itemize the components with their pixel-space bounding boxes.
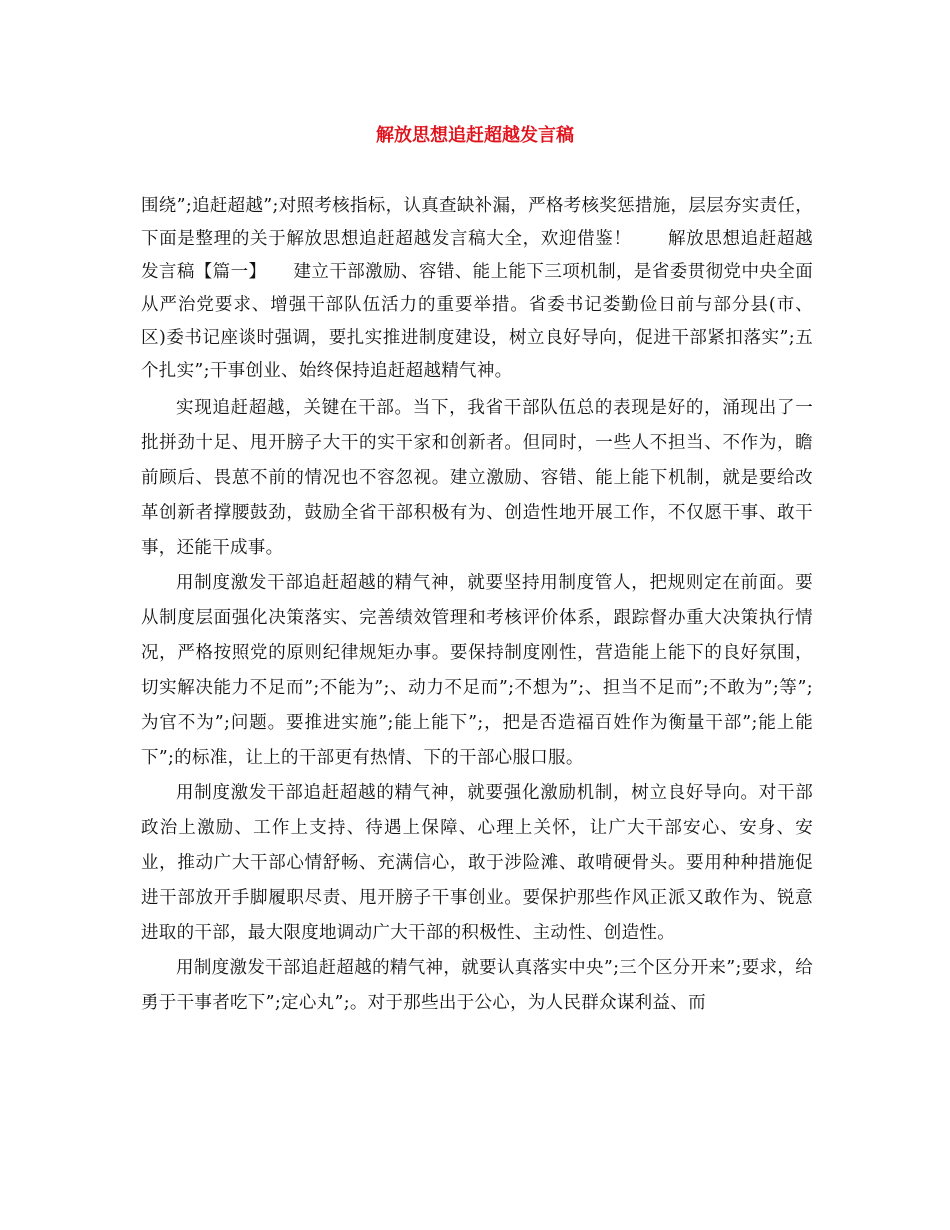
paragraph: 用制度激发干部追赶超越的精气神，就要坚持用制度管人，把规则定在前面。要从制度层面强化决策落实、完善绩效管理和考核评价体系，跟踪督办重大决策执行情况，严格按照党的原则纪律规矩办事。要保持制度刚性，营造能上能下的良好氛围，切实解决能力不足而”;不能为”;、动力不足而”;不想为”;、担当不足而”;不敢为”;等”;为官不为”;问题。要推进实施”;能上能下”;，把是否造福百姓作为衡量干部”;能上能下”;的标准，让上的干部更有热情、下的干部心服口服。 xyxy=(141,573,813,768)
paragraph: 围绕”;追赶超越”;对照考核指标，认真查缺补漏，严格考核奖惩措施，层层夯实责任，下面是整理的关于解放思想追赶超越发言稿大全，欢迎借鉴！ 解放思想追赶超越发言稿【篇一】 建立干部激励、容错、能上能下三项机制，是省委贯彻党中央全面从严治党要求、增强干部队伍活力的重要举措。省委书记娄勤俭日前与部分县(市、区)委书记座谈时强调，要扎实推进制度建设，树立良好导向，促进干部紧扣落实”;五个扎实”;干事创业、始终保持追赶超越精气神。 xyxy=(141,196,813,381)
document-body xyxy=(141,190,813,1021)
paragraph: 用制度激发干部追赶超越的精气神，就要认真落实中央”;三个区分开来”;要求，给勇于干事者吃下”;定心丸”;。对于那些出于公心，为人民群众谋利益、而 xyxy=(141,958,813,1013)
paragraph: 实现追赶超越，关键在干部。当下，我省干部队伍总的表现是好的，涌现出了一批拼劲十足、甩开膀子大干的实干家和创新者。但同时，一些人不担当、不作为，瞻前顾后、畏葸不前的情况也不容忽视。建立激励、容错、能上能下机制，就是要给改革创新者撑腰鼓劲，鼓励全省干部积极有为、创造性地开展工作，不仅愿干事、敢干事，还能干成事。 xyxy=(141,398,813,558)
document-title: 解放思想追赶超越发言稿 xyxy=(376,125,574,146)
paragraph: 用制度激发干部追赶超越的精气神，就要强化激励机制，树立良好导向。对干部政治上激励、工作上支持、待遇上保障、心理上关怀，让广大干部安心、安身、安业，推动广大干部心情舒畅、充满信心，敢于涉险滩、敢啃硬骨头。要用种种措施促进干部放开手脚履职尽责、甩开膀子干事创业。要保护那些作风正派又敢作为、锐意进取的干部，最大限度地调动广大干部的积极性、主动性、创造性。 xyxy=(141,783,813,943)
